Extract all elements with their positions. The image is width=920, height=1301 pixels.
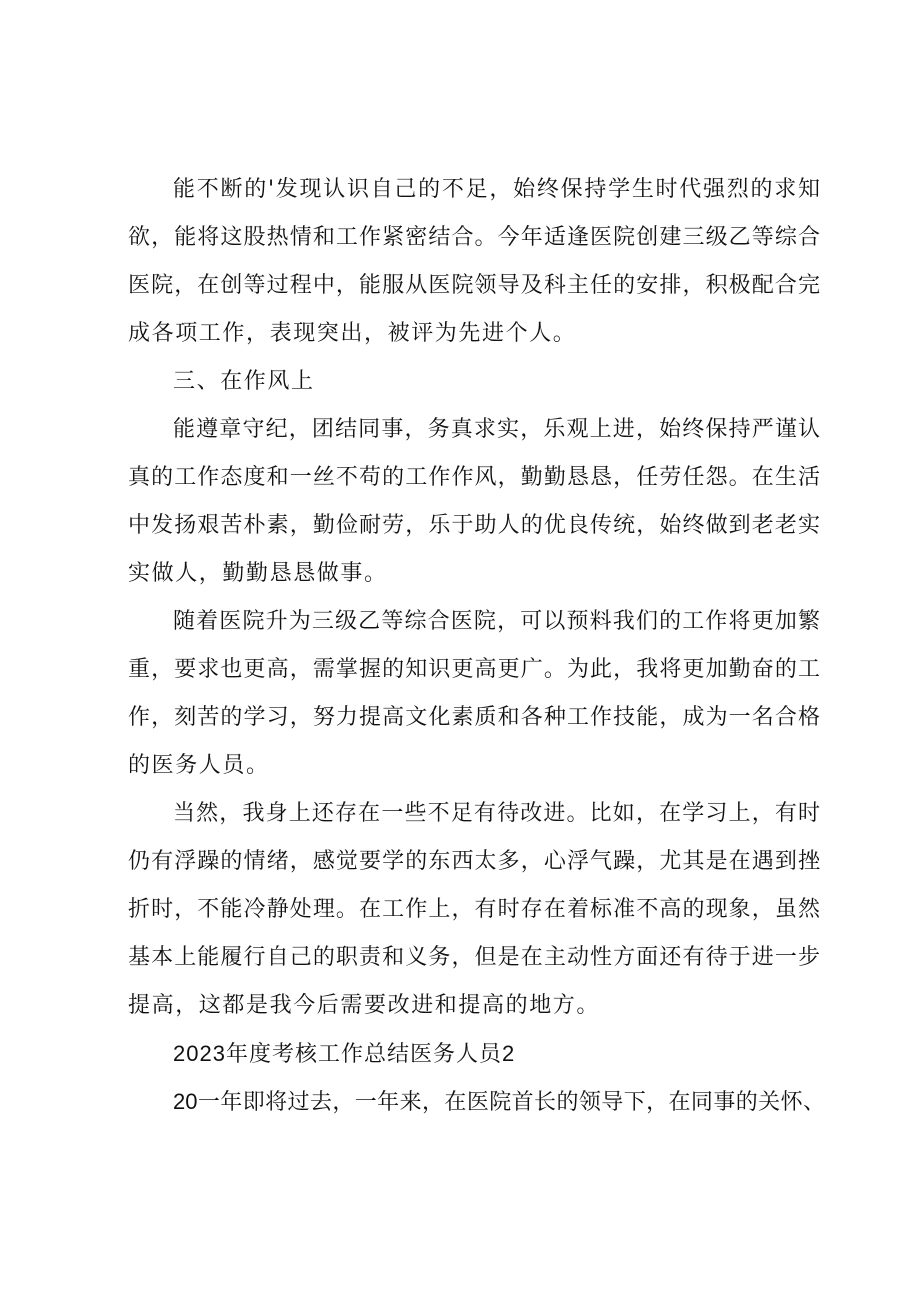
- text-line: 医院，在创等过程中，能服从医院领导及科主任的安排，积极配合完: [128, 273, 820, 298]
- text-line: 基本上能履行自己的职责和义务，但是在主动性方面还有待于进一步: [128, 945, 820, 970]
- text-line: 随着医院升为三级乙等综合医院，可以预料我们的工作将更加繁: [173, 609, 820, 634]
- text-line: 欲，能将这股热情和工作紧密结合。今年适逢医院创建三级乙等综合: [128, 225, 820, 250]
- article-title: 2023年度考核工作总结医务人员2: [173, 1041, 516, 1066]
- text-line: 提高，这都是我今后需要改进和提高的地方。: [128, 993, 601, 1018]
- text-line: 成各项工作，表现突出，被评为先进个人。: [128, 321, 577, 346]
- text-line: 中发扬艰苦朴素，勤俭耐劳，乐于助人的优良传统，始终做到老老实: [128, 513, 820, 538]
- text-line: 能不断的'发现认识自己的不足，始终保持学生时代强烈的求知: [173, 177, 820, 202]
- text-line: 的医务人员。: [128, 753, 270, 778]
- section-heading: 三、在作风上: [173, 369, 315, 394]
- text-line: 实做人，勤勤恳恳做事。: [128, 561, 388, 586]
- text-line: 真的工作态度和一丝不苟的工作作风，勤勤恳恳，任劳任怨。在生活: [128, 465, 820, 490]
- text-line: 能遵章守纪，团结同事，务真求实，乐观上进，始终保持严谨认: [173, 417, 820, 442]
- text-line: 当然，我身上还存在一些不足有待改进。比如，在学习上，有时: [173, 801, 820, 826]
- text-line: 仍有浮躁的情绪，感觉要学的东西太多，心浮气躁，尤其是在遇到挫: [128, 849, 820, 874]
- text-line: 折时，不能冷静处理。在工作上，有时存在着标准不高的现象，虽然: [128, 897, 820, 922]
- text-line: 作，刻苦的学习，努力提高文化素质和各种工作技能，成为一名合格: [128, 705, 820, 730]
- text-line: 20一年即将过去，一年来，在医院首长的领导下，在同事的关怀、: [173, 1089, 825, 1114]
- text-line: 重，要求也更高，需掌握的知识更高更广。为此，我将更加勤奋的工: [128, 657, 820, 682]
